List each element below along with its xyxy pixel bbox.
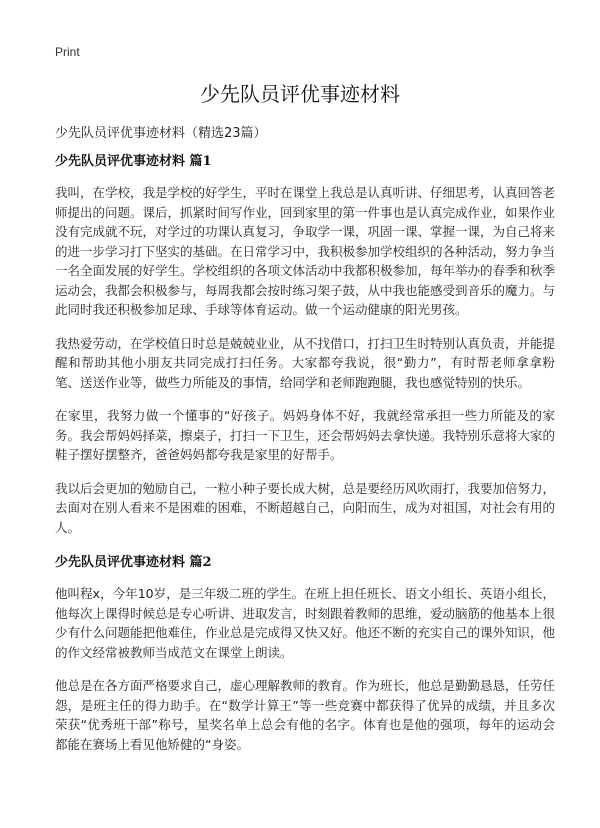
document-body (55, 150, 555, 768)
document-subtitle: 少先队员评优事迹材料（精选23篇） (55, 126, 267, 141)
paragraph: 我热爱劳动，在学校值日时总是兢兢业业，从不找借口，打扫卫生时特别认真负责，并能提醒和帮助其他小朋友共同完成打扫任务。大家都夸我说，很“勤力”，有时帮老师拿拿粉笔、送送作业等，做些力所能及的事情，给同学和老师跑跑腿，我也感觉特别的快乐。 (55, 335, 556, 390)
paragraph: 他叫程x，今年10岁，是三年级二班的学生。在班上担任班长、语文小组长、英语小组长，他每次上课得时候总是专心听讲、进取发言，时刻跟着教师的思维，爱动脑筋的他基本上很少有什么问题能把他难住，作业总是完成得又快又好。他还不断的充实自己的课外知识，他的作文经常被教师当成范文在课堂上朗读。 (55, 586, 556, 660)
document-title: 少先队员评优事迹材料 (200, 82, 400, 106)
print-link[interactable]: Print (55, 45, 80, 59)
section-heading: 少先队员评优事迹材料 篇1 (55, 154, 212, 169)
paragraph: 我以后会更加的勉励自己，一粒小种子要长成大树，总是要经历风吹雨打，我要加倍努力，去面对在别人看来不是困难的困难，不断超越自己，向阳而生，成为对祖国，对社会有用的人。 (55, 480, 556, 535)
section-2 (55, 551, 555, 754)
paragraph: 他总是在各方面严格要求自己，虚心理解教师的教育。作为班长，他总是勤勤恳恳，任劳任怨，是班主任的得力助手。在“数学计算王”等一些竞赛中都获得了优异的成绩，并且多次荣获“优秀班干部”称号，星奖名单上总会有他的名字。体育也是他的强项，每年的运动会都能在赛场上看见他矫健的“身姿。 (55, 678, 556, 752)
paragraph: 在家里，我努力做一个懂事的“好孩子。妈妈身体不好，我就经常承担一些力所能及的家务。我会帮妈妈择菜，擦桌子，打扫一下卫生，还会帮妈妈去拿快递。我特别乐意将大家的鞋子摆好摆整齐，爸爸妈妈都夸我是家里的好帮手。 (55, 408, 556, 462)
section-heading: 少先队员评优事迹材料 篇2 (55, 555, 212, 570)
paragraph: 我叫，在学校，我是学校的好学生，平时在课堂上我总是认真听讲、仔细思考，认真回答老师提出的问题。课后，抓紧时间写作业，回到家里的第一件事也是认真完成作业，如果作业没有完成就不玩，对学过的功课认真复习，争取学一课，巩固一课、掌握一课，为自己将来的进一步学习打下坚实的基础。在日常学习中，我积极参加学校组织的各种活动，努力争当一名全面发展的好学生。学校组织的各项文体活动中我都积极参加，每年举办的春季和秋季运动会，我都会积极参与，每周我都会按时练习架子鼓，从中我也能感受到音乐的魔力。与此同时我还积极参加足球、手球等体育运动。做一个运动健康的阳光男孩。 (55, 185, 556, 317)
section-1 (55, 150, 555, 537)
